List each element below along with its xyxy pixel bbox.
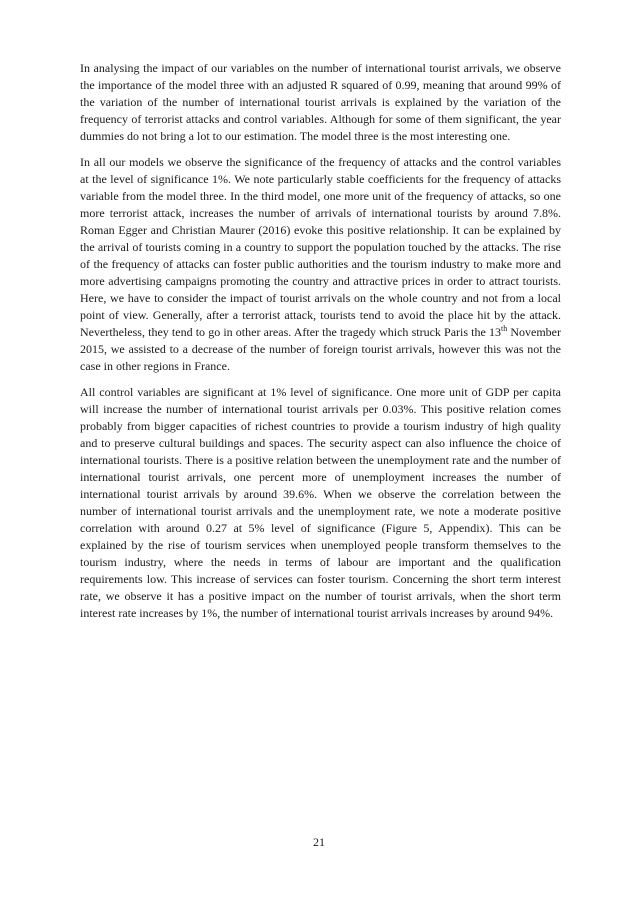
paragraph-1-text: In analysing the impact of our variables on the number of international tourist arrivals, we observe the importance of the model three with an adjusted R squared of 0.99, meaning that around 99% of the variation of the number of international tourist arrivals is explained by the variation of the frequency of terrorist attacks and control variables. Although for some of them significant, the year dummies do not bring a lot to our estimation. The model three is the most interesting one. (80, 61, 561, 143)
paragraph-1 (80, 60, 561, 145)
paragraph-2-text-after: November 2015, we assisted to a decrease of the number of foreign tourist arrivals, however this was not the case in other regions in France. (80, 325, 562, 373)
paragraph-2-text-before: In all our models we observe the significance of the frequency of attacks and the control variables at the level of significance 1%. We note particularly stable coefficients for the frequency of attacks variable from the model three. In the third model, one more unit of the frequency of attacks, so one more terrorist attack, increases the number of arrivals of international tourists by around 7.8%. Roman Egger and Christian Maurer (2016) evoke this positive relationship. It can be explained by the arrival of tourists coming in a country to support the population touched by the attacks. The rise of the frequency of attacks can foster public authorities and the tourism industry to make more and more advertising campaigns promoting the country and attractive prices in order to attract tourists. Here, we have to consider the impact of tourist arrivals on the whole country and not from a local point of view. Generally, after a terrorist attack, tourists tend to avoid the place hit by the attack. Nevertheless, they tend to go in other areas. After the tragedy which struck Paris the 13 (80, 155, 561, 339)
paragraph-3 (80, 384, 561, 622)
paragraph-2 (80, 154, 561, 375)
body-text (80, 60, 561, 631)
page-number: 21 (313, 835, 325, 849)
ordinal-superscript: th (500, 324, 508, 333)
paragraph-3-text: All control variables are significant at 1% level of significance. One more unit of GDP per capita will increase the number of international tourist arrivals per 0.03%. This positive relation comes probably from bigger capacities of richest countries to provide a tourism industry of high quality and to preserve cultural buildings and spaces. The security aspect can also influence the choice of international tourists. There is a positive relation between the unemployment rate and the number of international tourist arrivals, one percent more of unemployment increases the number of international tourist arrivals by around 39.6%. When we observe the correlation between the number of international tourist arrivals and the unemployment rate, we note a moderate positive correlation with around 0.27 at 5% level of significance (Figure 5, Appendix). This can be explained by the rise of tourism services when unemployed people transform themselves to the tourism industry, where the needs in terms of labour are important and the qualification requirements low. This increase of services can foster tourism. Concerning the short term interest rate, we observe it has a positive impact on the number of tourist arrivals, when the short term interest rate increases by 1%, the number of international tourist arrivals increases by around 94%. (80, 385, 561, 620)
